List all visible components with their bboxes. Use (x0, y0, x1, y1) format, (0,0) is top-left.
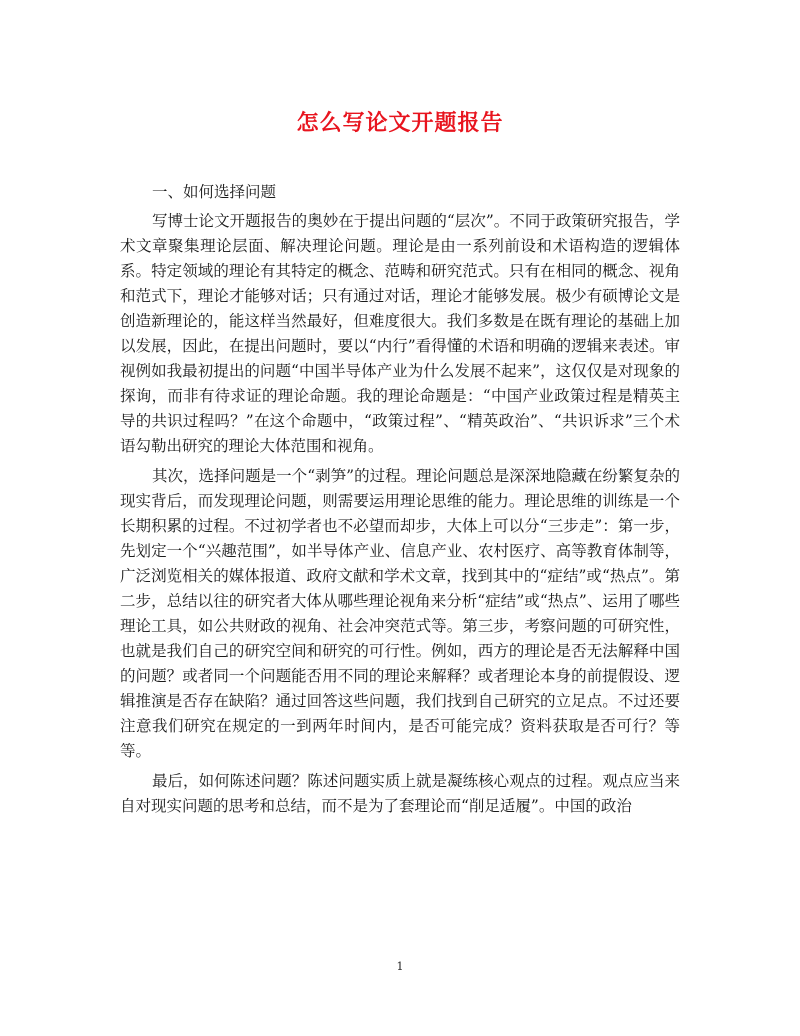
paragraph-1: 写博士论文开题报告的奥妙在于提出问题的“层次”。不同于政策研究报告，学术文章聚集理论层面、解决理论问题。理论是由一系列前设和术语构造的逻辑体系。特定领域的理论有其特定的概念、范畴和研究范式。只有在相同的概念、视角和范式下，理论才能够对话；只有通过对话，理论才能够发展。极少有硕博论文是创造新理论的，能这样当然最好，但难度很大。我们多数是在既有理论的基础上加以发展，因此，在提出问题时，要以“内行”看得懂的术语和明确的逻辑来表述。审视例如我最初提出的问题“中国半导体产业为什么发展不起来”，这仅仅是对现象的探询，而非有待求证的理论命题。我的理论命题是：“中国产业政策过程是精英主导的共识过程吗？”在这个命题中，“政策过程”、“精英政治”、“共识诉求”三个术语勾勒出研究的理论大体范围和视角。 (120, 212, 680, 455)
page-number: 1 (396, 960, 404, 973)
section-heading: 一、如何选择问题 (152, 183, 277, 201)
document-body (120, 180, 680, 824)
page-title: 怎么写论文开题报告 (296, 111, 504, 136)
paragraph-3: 最后，如何陈述问题？陈述问题实质上就是凝练核心观点的过程。观点应当来自对现实问题的思考和总结，而不是为了套理论而“削足适履”。中国的政治 (120, 772, 680, 815)
paragraph-2: 其次，选择问题是一个“剥笋”的过程。理论问题总是深深地隐藏在纷繁复杂的现实背后，而发现理论问题，则需要运用理论思维的能力。理论思维的训练是一个长期积累的过程。不过初学者也不必望而却步，大体上可以分“三步走”：第一步，先划定一个“兴趣范围”，如半导体产业、信息产业、农村医疗、高等教育体制等，广泛浏览相关的媒体报道、政府文献和学术文章，找到其中的“症结”或“热点”。第二步，总结以往的研究者大体从哪些理论视角来分析“症结”或“热点”、运用了哪些理论工具，如公共财政的视角、社会冲突范式等。第三步，考察问题的可研究性，也就是我们自己的研究空间和研究的可行性。例如，西方的理论是否无法解释中国的问题？或者同一个问题能否用不同的理论来解释？或者理论本身的前提假设、逻辑推演是否存在缺陷？通过回答这些问题，我们找到自己研究的立足点。不过还要注意我们研究在规定的一到两年时间内，是否可能完成？资料获取是否可行？等等。 (120, 467, 680, 760)
